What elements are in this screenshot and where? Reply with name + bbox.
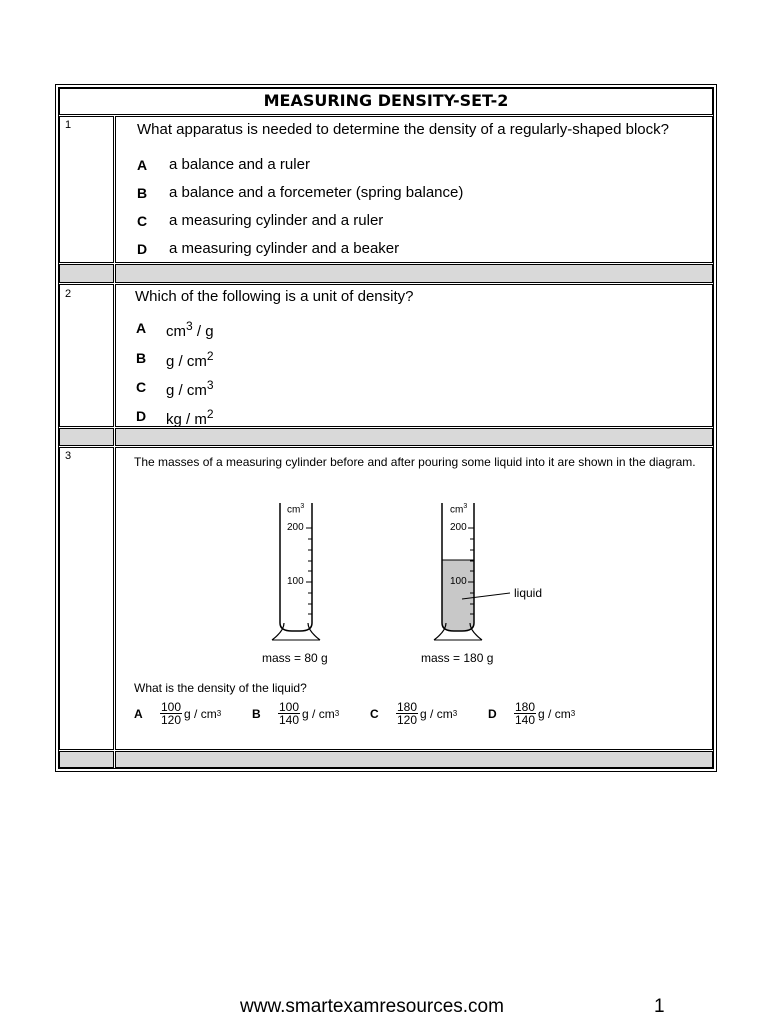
page-title: MEASURING DENSITY-SET-2 bbox=[263, 91, 509, 110]
mass-before-label: mass = 80 g bbox=[262, 651, 328, 665]
q1-option-d-text: a measuring cylinder and a beaker bbox=[169, 240, 400, 257]
q1-option-b-text: a balance and a forcemeter (spring balance) bbox=[169, 184, 464, 201]
q3-option-c-letter: C bbox=[370, 706, 379, 721]
q1-text: What apparatus is needed to determine the density of a regularly-shaped block? bbox=[137, 121, 669, 138]
q1-number-cell bbox=[59, 116, 114, 263]
q3-option-b: B $\frac{100}{140}$ g / cm 3 bbox=[252, 700, 340, 727]
q3-option-d: D $\frac{180}{140}$ g / cm 3 bbox=[488, 700, 576, 727]
q3-option-a: A $\frac{100}{120}$ g / cm 3 bbox=[134, 700, 222, 727]
q3-number: 3 bbox=[65, 450, 72, 462]
q2-number-cell bbox=[59, 284, 114, 427]
q3-option-d-fraction: $\frac{180}{140}$ bbox=[515, 700, 536, 727]
right-tick-100: 100 bbox=[450, 576, 467, 587]
q3-number-cell bbox=[59, 447, 114, 750]
separator-row-3-left bbox=[59, 751, 114, 768]
mass-after-label: mass = 180 g bbox=[421, 651, 494, 665]
q2-option-b-letter: B bbox=[136, 350, 147, 366]
liquid-label: liquid bbox=[514, 586, 543, 600]
separator-row-2-right bbox=[115, 428, 713, 446]
q2-option-c-text: g / $cm^3$ bbox=[166, 378, 214, 399]
q2-option-b-text: g / $cm^2$ bbox=[166, 349, 214, 370]
q1-option-b-letter: B bbox=[137, 185, 148, 201]
q3-option-a-fraction: $\frac{100}{120}$ bbox=[161, 700, 182, 727]
q2-option-a-text: $cm^3$ / g bbox=[166, 319, 214, 340]
separator-row-2-left bbox=[59, 428, 114, 446]
cylinder-with-liquid bbox=[434, 503, 510, 640]
left-tick-100: 100 bbox=[287, 576, 304, 587]
q3-option-c-fraction: $\frac{180}{120}$ bbox=[397, 700, 418, 727]
footer-page-number: 1 bbox=[654, 996, 665, 1017]
q3-option-b-letter: B bbox=[252, 706, 261, 721]
q2-option-d-text: kg / $m^2$ bbox=[166, 407, 214, 428]
separator-row-1-right bbox=[115, 264, 713, 283]
q1-number: 1 bbox=[65, 119, 72, 131]
q3-option-c: C $\frac{180}{120}$ g / cm 3 bbox=[370, 700, 458, 727]
q2-option-a-letter: A bbox=[136, 320, 147, 336]
q1-option-a-text: a balance and a ruler bbox=[169, 156, 310, 173]
separator-row-1-left bbox=[59, 264, 114, 283]
q3-question: What is the density of the liquid? bbox=[134, 681, 307, 695]
q1-option-c-letter: C bbox=[137, 213, 148, 229]
q1-option-c-text: a measuring cylinder and a ruler bbox=[169, 212, 384, 229]
left-tick-200: 200 bbox=[287, 522, 304, 533]
footer-website: www.smartexamresources.com bbox=[240, 996, 504, 1017]
q3-option-d-letter: D bbox=[488, 706, 497, 721]
q1-option-d-letter: D bbox=[137, 241, 148, 257]
liquid-fill bbox=[442, 560, 474, 623]
q2-option-c-letter: C bbox=[136, 379, 147, 395]
q2-number: 2 bbox=[65, 288, 72, 300]
q3-text: The masses of a measuring cylinder before and after pouring some liquid into it are shown in the diagram. bbox=[134, 455, 696, 469]
q3-option-a-letter: A bbox=[134, 706, 143, 721]
q2-text: Which of the following is a unit of density? bbox=[135, 288, 414, 305]
q2-option-d-letter: D bbox=[136, 408, 147, 424]
q1-option-a-letter: A bbox=[137, 157, 148, 173]
right-tick-200: 200 bbox=[450, 522, 467, 533]
separator-row-3-right bbox=[115, 751, 713, 768]
q3-option-b-fraction: $\frac{100}{140}$ bbox=[279, 700, 300, 727]
right-unit-label: $cm^3$ bbox=[450, 503, 468, 516]
left-unit-label: $cm^3$ bbox=[287, 503, 305, 516]
